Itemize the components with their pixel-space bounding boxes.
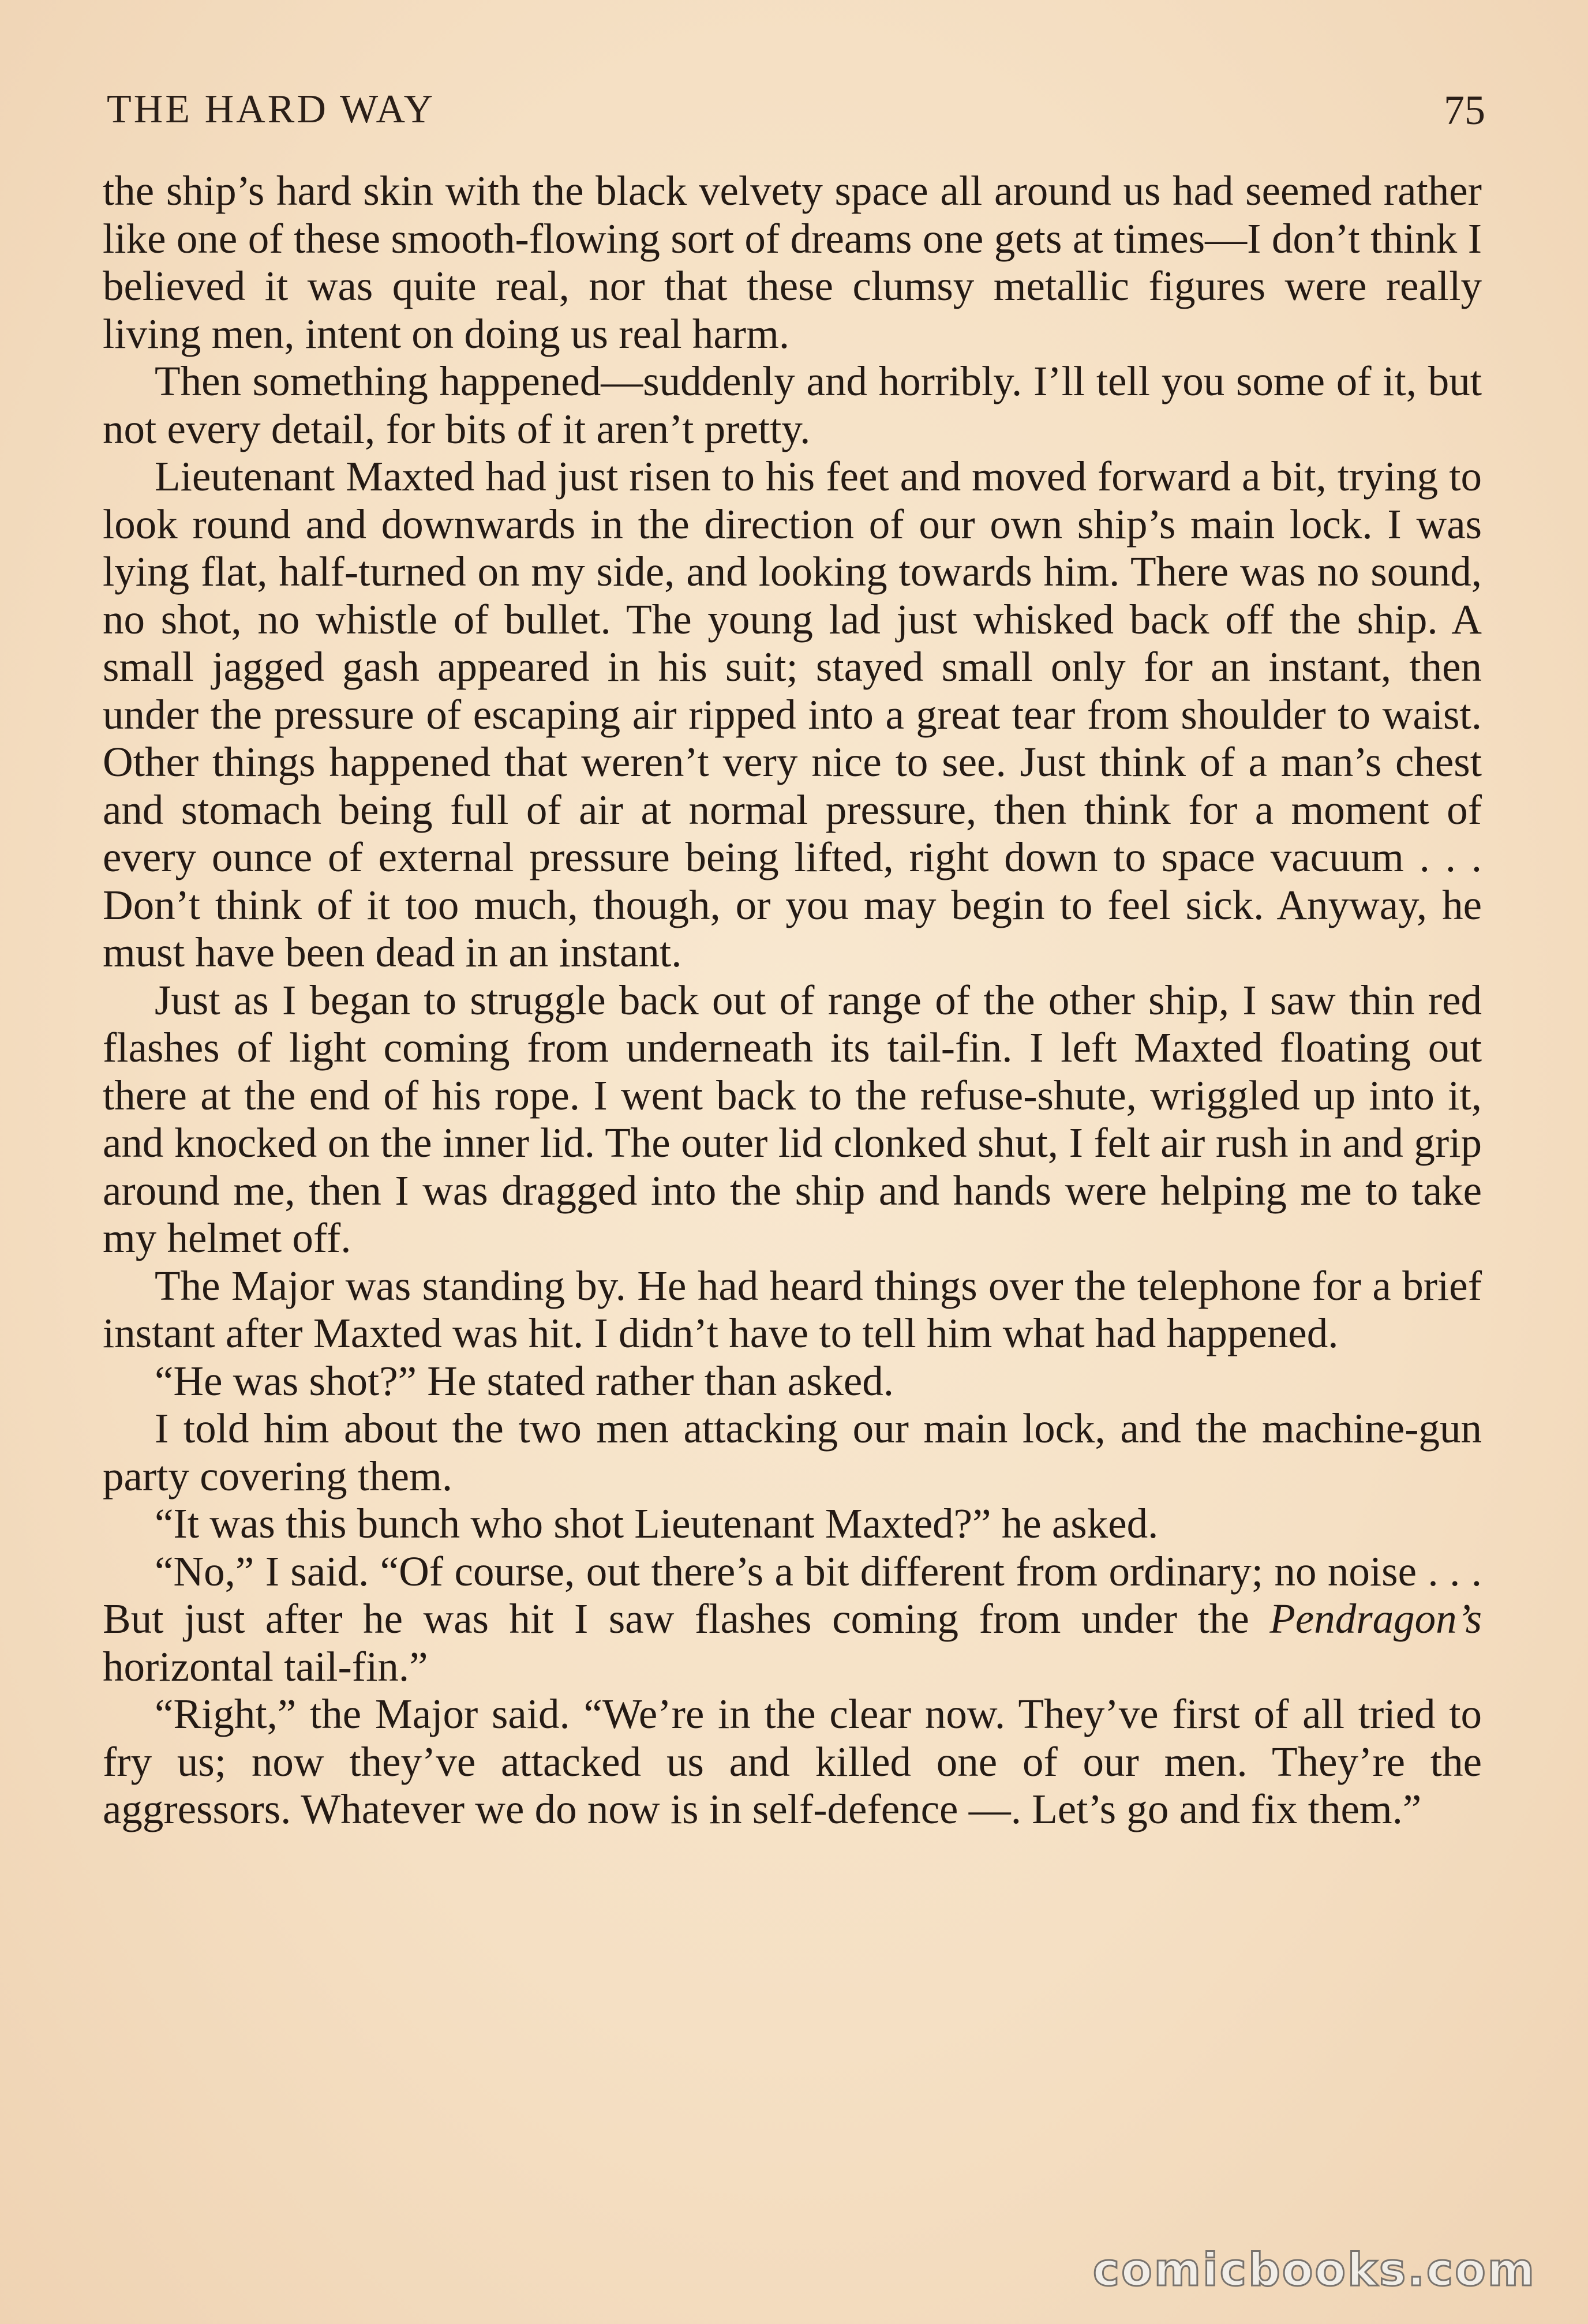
- paragraph-3: Lieutenant Maxted had just risen to his feet and moved forward a bit, trying to look round and downwards in the direction of our own ship’s main lock. I was lying flat, half-turned on my side, and looking towards him. There was no sound, no shot, no whistle of bullet. The young lad just whisked back off the ship. A small jagged gash appeared in his suit; stayed small only for an instant, then under the pressure of escaping air ripped into a great tear from shoulder to waist. Other things happened that weren’t very nice to see. Just think of a man’s chest and stomach being full of air at normal pressure, then think for a moment of every ounce of external pressure being lifted, right down to space vacuum . . . Don’t think of it too much, though, or you may begin to feel sick. Anyway, he must have been dead in an instant.: [103, 453, 1482, 976]
- paragraph-7: I told him about the two men attacking our main lock, and the machine-gun party covering them.: [103, 1405, 1482, 1500]
- page-number: 75: [1444, 87, 1485, 133]
- paragraph-9: [103, 1548, 1482, 1691]
- body-text: [103, 167, 1482, 1834]
- watermark-logo: comicbooks.com: [1092, 2244, 1536, 2296]
- paragraph-6: “He was shot?” He stated rather than asked.: [155, 1357, 894, 1404]
- paragraph-4: Just as I began to struggle back out of range of the other ship, I saw thin red flashes of light coming from underneath its tail-fin. I left Maxted floating out there at the end of his rope. I went back to the refuse-shute, wriggled up into it, and knocked on the inner lid. The outer lid clonked shut, I felt air rush in and grip around me, then I was dragged into the ship and hands were helping me to take my helmet off.: [103, 976, 1482, 1261]
- paragraph-2: Then something happened—suddenly and horribly. I’ll tell you some of it, but not every detail, for bits of it aren’t pretty.: [103, 358, 1482, 452]
- running-title: THE HARD WAY: [107, 87, 436, 132]
- paragraph-9-text-start: “No,” I said. “Of course, out there’s a bit different from ordinary; no noise . . . But just after he was hit I saw flashes coming from under the: [103, 1547, 1482, 1642]
- ship-name-italic: Pendragon’s: [1269, 1595, 1482, 1642]
- paragraph-8: “It was this bunch who shot Lieutenant Maxted?” he asked.: [155, 1500, 1159, 1547]
- paragraph-9-text-end: horizontal tail-fin.”: [103, 1643, 428, 1690]
- paragraph-5: The Major was standing by. He had heard things over the telephone for a brief instant after Maxted was hit. I didn’t have to tell him what had happened.: [103, 1262, 1482, 1356]
- paragraph-1: the ship’s hard skin with the black velvety space all around us had seemed rather like one of these smooth-flowing sort of dreams one gets at times—I don’t think I believed it was quite real, nor that these clumsy metallic figures were really living men, intent on doing us real harm.: [103, 167, 1482, 357]
- paragraph-10: “Right,” the Major said. “We’re in the clear now. They’ve first of all tried to fry us; now they’ve attacked us and killed one of our men. They’re the aggressors. Whatever we do now is in self-defence —. Let’s go and fix them.”: [103, 1690, 1482, 1832]
